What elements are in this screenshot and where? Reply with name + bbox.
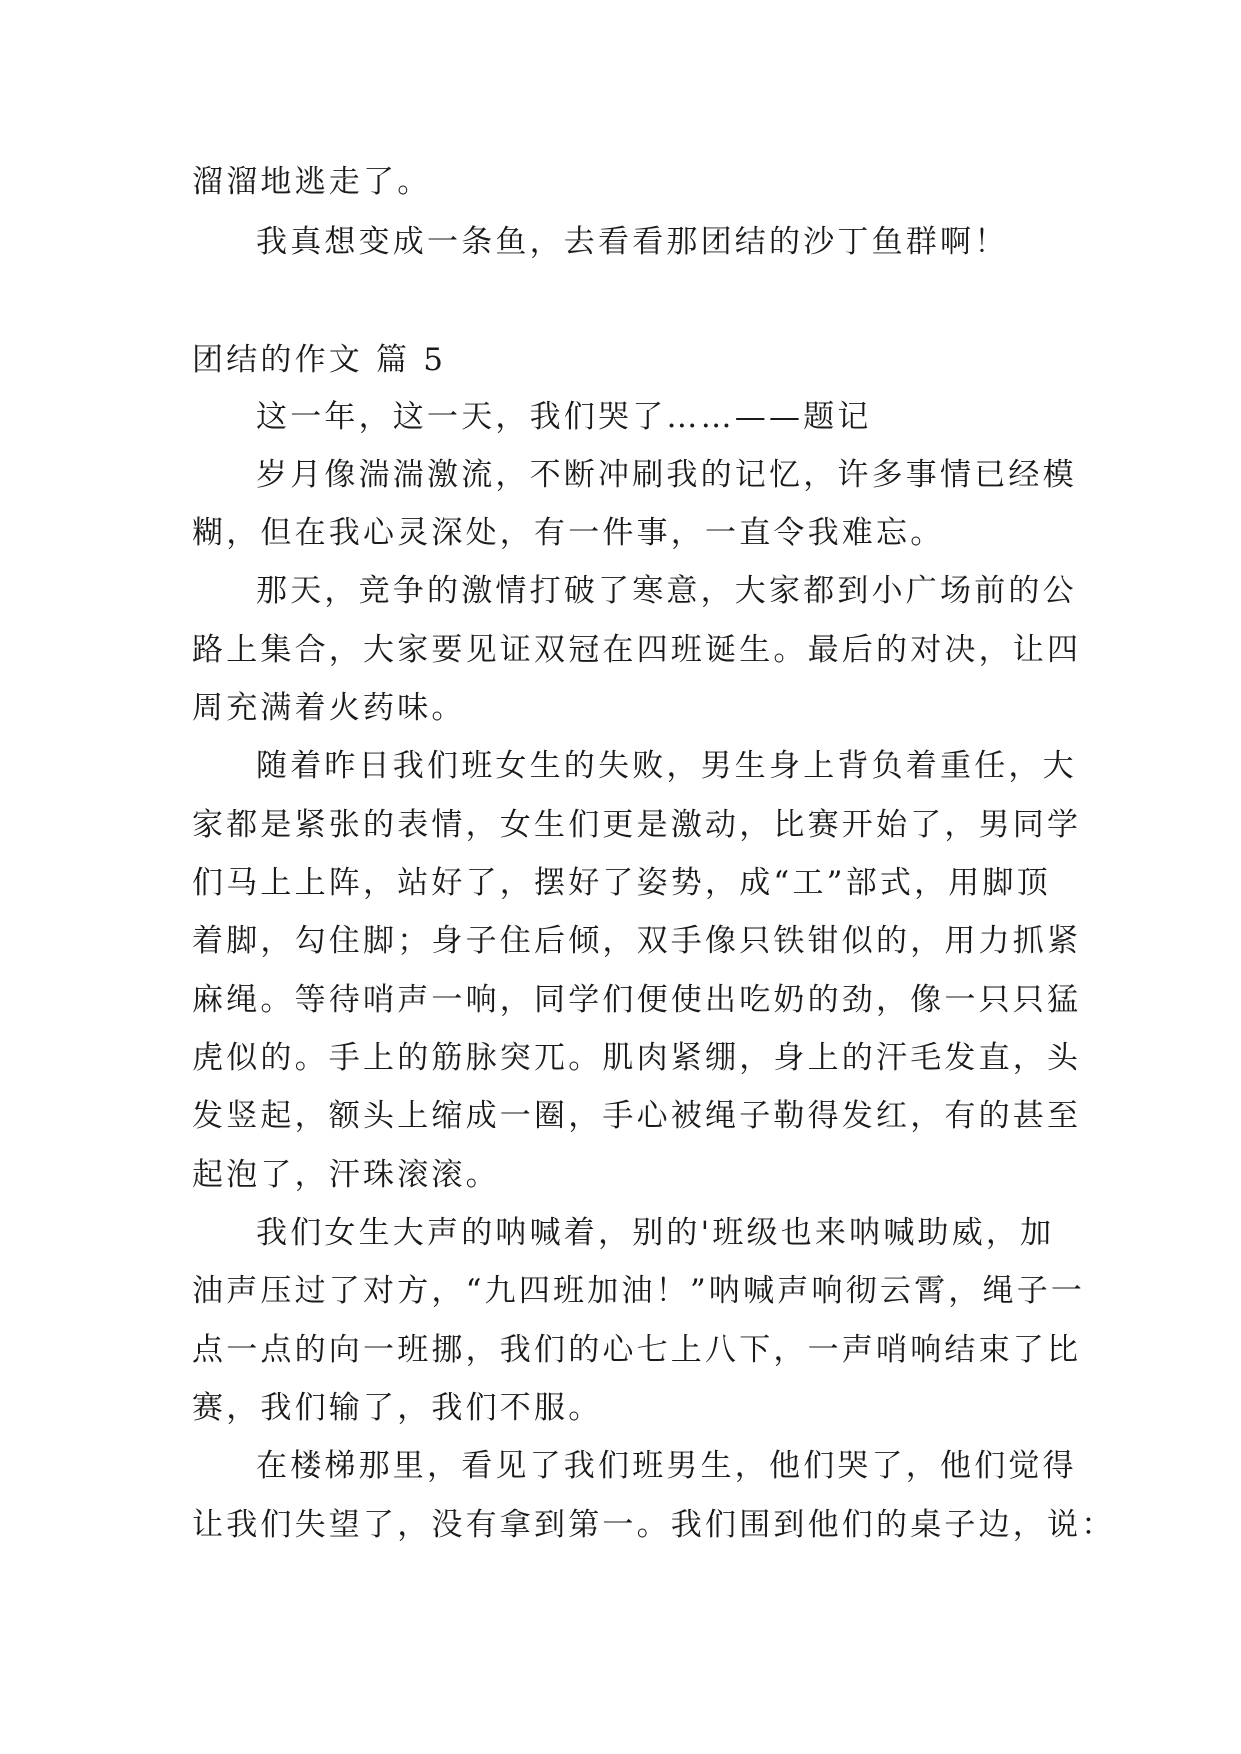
paragraph-line: 岁月像湍湍激流，不断冲刷我的记忆，许多事情已经模 [256,457,1077,493]
paragraph-line: 我们女生大声的呐喊着，别的'班级也来呐喊助威，加 [256,1215,1055,1251]
paragraph-line: 周充满着火药味。 [192,690,466,726]
paragraph-line: 麻绳。等待哨声一响，同学们便使出吃奶的劲，像一只只猛 [192,982,1082,1018]
paragraph-line: 点一点的向一班挪，我们的心七上八下，一声哨响结束了比 [192,1332,1082,1368]
paragraph-line: 那天，竞争的激情打破了寒意，大家都到小广场前的公 [256,573,1077,609]
paragraph-line: 家都是紧张的表情，女生们更是激动，比赛开始了，男同学 [192,807,1082,843]
paragraph-line: 我真想变成一条鱼，去看看那团结的沙丁鱼群啊！ [256,224,1009,260]
paragraph-line: 油声压过了对方，“九四班加油！”呐喊声响彻云霄，绳子一 [192,1273,1086,1309]
paragraph-line: 赛，我们输了，我们不服。 [192,1390,603,1426]
paragraph-line: 发竖起，额头上缩成一圈，手心被绳子勒得发红，有的甚至 [192,1098,1082,1134]
paragraph-line: 在楼梯那里，看见了我们班男生，他们哭了，他们觉得 [256,1448,1077,1484]
paragraph-line: 路上集合，大家要见证双冠在四班诞生。最后的对决，让四 [192,632,1082,668]
paragraph-line: 随着昨日我们班女生的失败，男生身上背负着重任，大 [256,748,1077,784]
paragraph-line: 溜溜地逃走了。 [192,164,432,200]
paragraph-line: 这一年，这一天，我们哭了……——题记 [256,399,872,435]
paragraph-line: 着脚，勾住脚；身子住后倾，双手像只铁钳似的，用力抓紧 [192,923,1082,959]
paragraph-line: 糊，但在我心灵深处，有一件事，一直令我难忘。 [192,515,945,551]
paragraph-line: 们马上上阵，站好了，摆好了姿势，成“工”部式，用脚顶 [192,865,1051,901]
section-heading: 团结的作文 篇 5 [192,342,447,378]
paragraph-line: 起泡了，汗珠滚滚。 [192,1157,500,1193]
paragraph-line: 虎似的。手上的筋脉突兀。肌肉紧绷，身上的汗毛发直，头 [192,1040,1082,1076]
paragraph-line: 让我们失望了，没有拿到第一。我们围到他们的桌子边，说： [192,1507,1116,1543]
